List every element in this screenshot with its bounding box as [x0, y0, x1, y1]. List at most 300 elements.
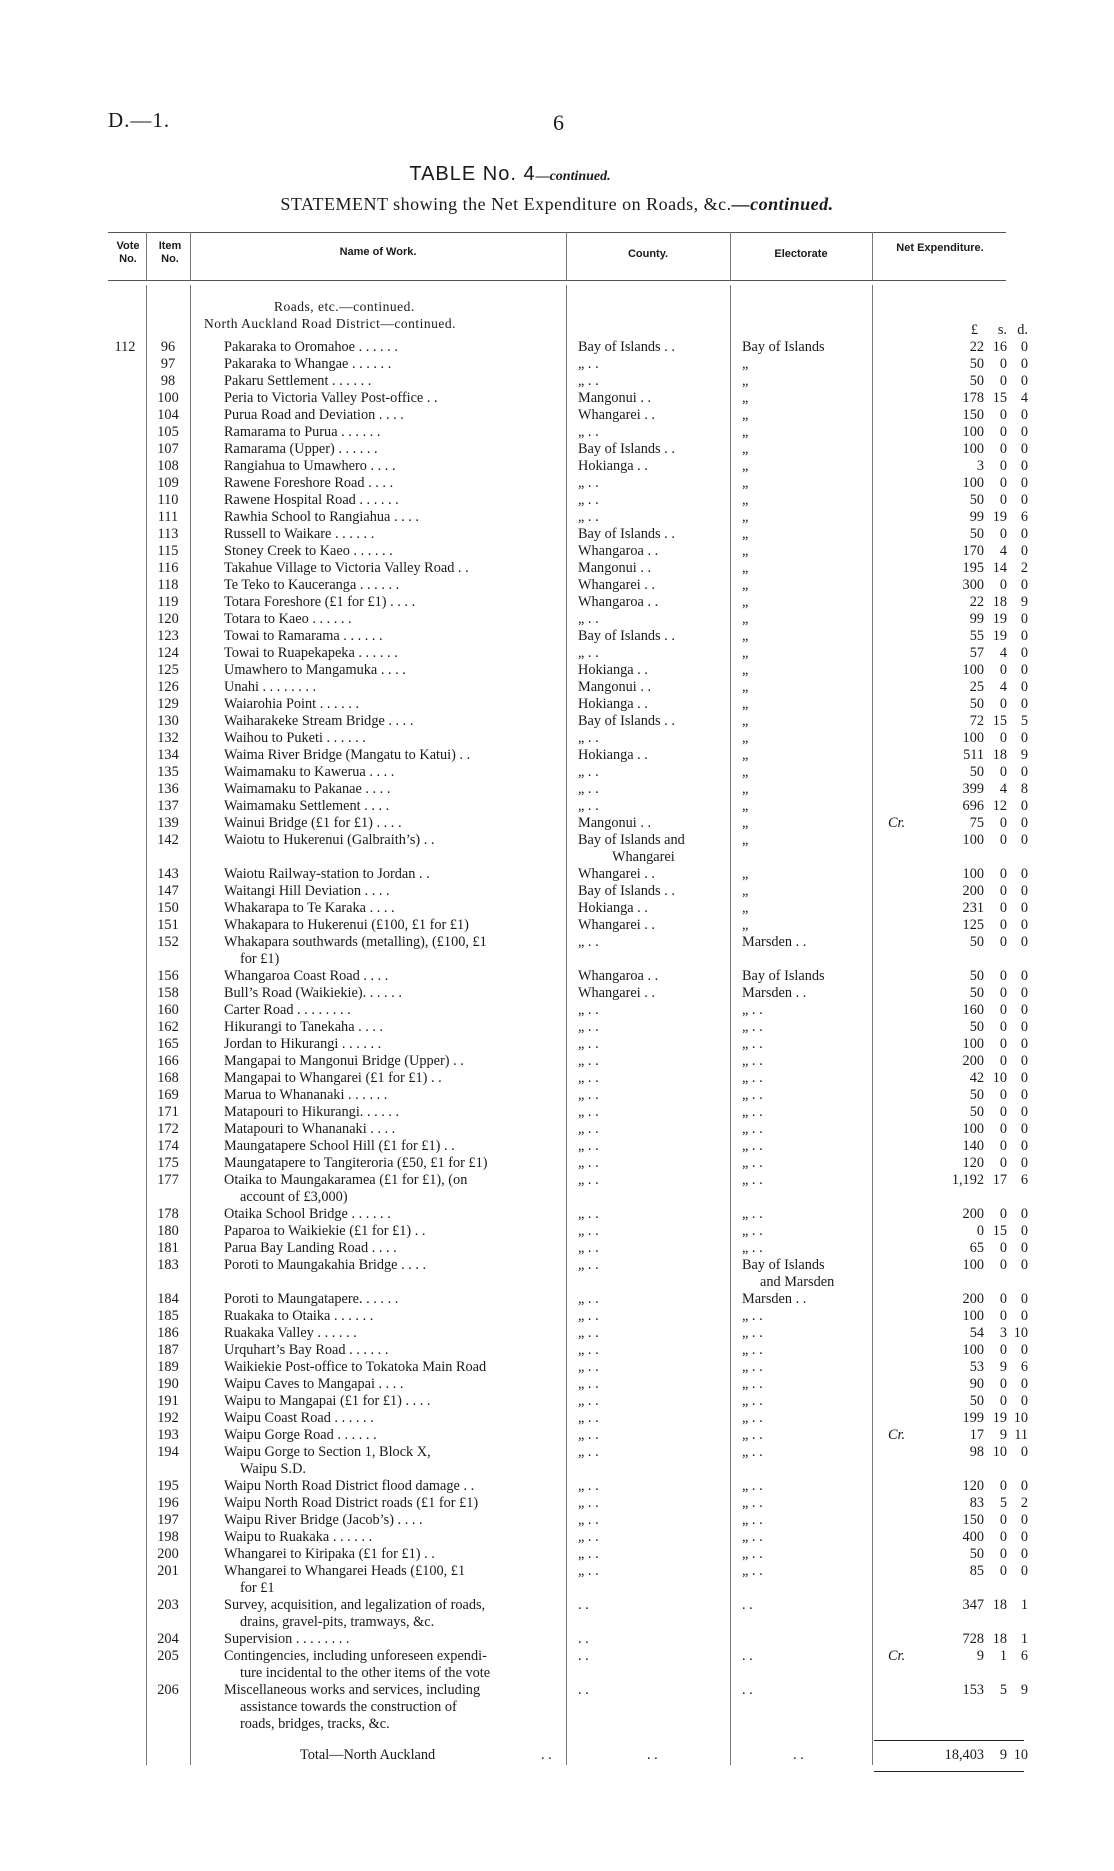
amount-shillings: 0: [999, 1291, 1007, 1307]
county: Mangonui . .: [578, 390, 652, 406]
col-divider-electorate: [872, 232, 873, 280]
county: „ . .: [578, 1172, 599, 1188]
county: . .: [578, 1682, 589, 1698]
amount-pence: 0: [1020, 407, 1028, 423]
amount-pence: 0: [1020, 475, 1028, 491]
item-number: 198: [157, 1529, 179, 1545]
work-name: Whangarei to Kiripaka (£1 for £1) . .: [224, 1546, 435, 1562]
amount-pence: 0: [1020, 1257, 1028, 1273]
table-row: [0, 968, 1114, 985]
item-number: 200: [157, 1546, 179, 1562]
table-row: [0, 883, 1114, 900]
amount-pence: 11: [1014, 1427, 1028, 1443]
amount-pence: 0: [1020, 1002, 1028, 1018]
amount-pounds: 100: [962, 475, 984, 491]
county: „ . .: [578, 1291, 599, 1307]
amount-pence: 0: [1020, 526, 1028, 542]
county: „ . .: [578, 1427, 599, 1443]
amount-pence: 0: [1020, 679, 1028, 695]
amount-shillings: 0: [999, 1053, 1007, 1069]
table-row: [0, 1444, 1114, 1461]
work-name: Ramarama (Upper) . . . . . .: [224, 441, 378, 457]
electorate: „ . .: [742, 1121, 763, 1137]
electorate: „: [742, 356, 749, 372]
county: Bay of Islands . .: [578, 713, 675, 729]
work-name: Waipu Caves to Mangapai . . . .: [224, 1376, 404, 1392]
work-name: Ramarama to Purua . . . . . .: [224, 424, 381, 440]
county: „ . .: [578, 1529, 599, 1545]
amount-pence: 0: [1020, 1563, 1028, 1579]
table-row: [0, 1053, 1114, 1070]
item-number: 158: [157, 985, 179, 1001]
electorate: „ . .: [742, 1342, 763, 1358]
electorate: Bay of Islands: [742, 339, 825, 355]
county: „ . .: [578, 1376, 599, 1392]
table-row: [0, 594, 1114, 611]
item-number: 142: [157, 832, 179, 848]
work-name-continued: Waipu S.D.: [240, 1461, 306, 1477]
amount-pence: 0: [1020, 1053, 1028, 1069]
work-name-continued: account of £3,000): [240, 1189, 348, 1205]
amount-pounds: 150: [962, 407, 984, 423]
amount-shillings: 0: [999, 458, 1007, 474]
amount-pounds: 50: [969, 373, 984, 389]
amount-pounds: 42: [969, 1070, 984, 1086]
electorate: „ . .: [742, 1359, 763, 1375]
electorate: „: [742, 713, 749, 729]
amount-shillings: 0: [999, 883, 1007, 899]
table-row: [0, 1529, 1114, 1546]
amount-pence: 0: [1020, 866, 1028, 882]
electorate: „ . .: [742, 1172, 763, 1188]
work-name: Pakaraka to Whangae . . . . . .: [224, 356, 392, 372]
electorate: „: [742, 832, 749, 848]
table-row-continuation: [0, 1189, 1114, 1206]
county: Hokianga . .: [578, 900, 648, 916]
amount-pounds: 120: [962, 1155, 984, 1171]
amount-shillings: 4: [999, 781, 1007, 797]
amount-shillings: 4: [999, 543, 1007, 559]
item-number: 132: [157, 730, 179, 746]
item-number: 115: [157, 543, 179, 559]
amount-shillings: 0: [999, 407, 1007, 423]
table-row-continuation: [0, 1614, 1114, 1631]
work-name: Poroti to Maungatapere. . . . . .: [224, 1291, 399, 1307]
item-number: 107: [157, 441, 179, 457]
electorate: „: [742, 373, 749, 389]
amount-pounds: 100: [962, 662, 984, 678]
electorate: „: [742, 424, 749, 440]
table-row: [0, 1546, 1114, 1563]
amount-pence: 0: [1020, 577, 1028, 593]
county: „ . .: [578, 1155, 599, 1171]
work-name: Waimamaku to Pakanae . . . .: [224, 781, 391, 797]
table-row: [0, 339, 1114, 356]
item-number: 168: [157, 1070, 179, 1086]
amount-pounds: 100: [962, 866, 984, 882]
county: Mangonui . .: [578, 815, 652, 831]
county: Whangaroa . .: [578, 968, 659, 984]
amount-shillings: 19: [992, 509, 1007, 525]
electorate: „: [742, 696, 749, 712]
work-name: Peria to Victoria Valley Post-office . .: [224, 390, 438, 406]
work-name-continued: drains, gravel-pits, tramways, &c.: [240, 1614, 435, 1630]
amount-pounds: 200: [962, 1053, 984, 1069]
amount-pounds: 140: [962, 1138, 984, 1154]
amount-shillings: 0: [999, 968, 1007, 984]
amount-shillings: 0: [999, 1087, 1007, 1103]
electorate: Marsden . .: [742, 1291, 807, 1307]
total-pence: 10: [1013, 1747, 1028, 1763]
amount-pence: 9: [1020, 1682, 1028, 1698]
amount-shillings: 0: [999, 1478, 1007, 1494]
electorate: „ . .: [742, 1223, 763, 1239]
table-row: [0, 1648, 1114, 1665]
amount-pence: 0: [1020, 832, 1028, 848]
amount-shillings: 19: [992, 611, 1007, 627]
table-row: [0, 1019, 1114, 1036]
item-number: 192: [157, 1410, 179, 1426]
item-number: 196: [157, 1495, 179, 1511]
work-name: Urquhart’s Bay Road . . . . . .: [224, 1342, 389, 1358]
amount-shillings: 0: [999, 577, 1007, 593]
work-name: Mangapai to Mangonui Bridge (Upper) . .: [224, 1053, 464, 1069]
county: „ . .: [578, 373, 599, 389]
amount-pence: 4: [1020, 390, 1028, 406]
amount-shillings: 17: [992, 1172, 1007, 1188]
amount-shillings: 4: [999, 645, 1007, 661]
county: „ . .: [578, 1478, 599, 1494]
electorate: „: [742, 594, 749, 610]
amount-pounds: 1,192: [951, 1172, 984, 1188]
amount-pence: 0: [1020, 730, 1028, 746]
vote-number: 112: [114, 339, 136, 355]
county: Whangarei . .: [578, 577, 656, 593]
amount-pence: 0: [1020, 1512, 1028, 1528]
county: „ . .: [578, 1002, 599, 1018]
amount-pence: 0: [1020, 458, 1028, 474]
table-row: [0, 373, 1114, 390]
table-row: [0, 1563, 1114, 1580]
county: Bay of Islands and: [578, 832, 685, 848]
amount-pounds: 696: [962, 798, 984, 814]
amount-pence: 0: [1020, 645, 1028, 661]
amount-pounds: 100: [962, 832, 984, 848]
item-number: 187: [157, 1342, 179, 1358]
amount-pounds: 200: [962, 1291, 984, 1307]
amount-shillings: 0: [999, 1546, 1007, 1562]
amount-shillings: 19: [992, 628, 1007, 644]
amount-pence: 0: [1020, 543, 1028, 559]
item-number: 113: [157, 526, 179, 542]
work-name-continued: for £1: [240, 1580, 275, 1596]
item-number: 191: [157, 1393, 179, 1409]
item-number: 195: [157, 1478, 179, 1494]
amount-pence: 9: [1020, 594, 1028, 610]
table-title-suffix: —continued.: [535, 169, 611, 184]
amount-pounds: 0: [976, 1223, 984, 1239]
table-row: [0, 1597, 1114, 1614]
electorate: . .: [742, 1648, 753, 1664]
amount-pence: 0: [1020, 1529, 1028, 1545]
table-row: [0, 1342, 1114, 1359]
amount-pounds: 50: [969, 1546, 984, 1562]
amount-pence: 0: [1020, 1376, 1028, 1392]
amount-pounds: 50: [969, 1104, 984, 1120]
work-name: Waiharakeke Stream Bridge . . . .: [224, 713, 414, 729]
amount-pounds: 347: [962, 1597, 984, 1613]
header-electorate: Electorate: [774, 248, 828, 260]
electorate: „: [742, 492, 749, 508]
electorate: „ . .: [742, 1087, 763, 1103]
amount-pounds: 511: [963, 747, 984, 763]
county: Whangarei . .: [578, 985, 656, 1001]
electorate: „ . .: [742, 1393, 763, 1409]
electorate: „: [742, 883, 749, 899]
work-name: Waipu North Road District flood damage . .: [224, 1478, 475, 1494]
amount-pence: 0: [1020, 934, 1028, 950]
work-name: Poroti to Maungakahia Bridge . . . .: [224, 1257, 427, 1273]
electorate: „: [742, 730, 749, 746]
amount-pence: 0: [1020, 1019, 1028, 1035]
table-row: [0, 407, 1114, 424]
county: „ . .: [578, 1121, 599, 1137]
work-name: Rawene Hospital Road . . . . . .: [224, 492, 399, 508]
amount-pence: 5: [1020, 713, 1028, 729]
table-row: [0, 1393, 1114, 1410]
item-number: 194: [157, 1444, 179, 1460]
electorate: „: [742, 662, 749, 678]
amount-shillings: 0: [999, 1512, 1007, 1528]
amount-pounds: 100: [962, 424, 984, 440]
county: „ . .: [578, 1036, 599, 1052]
item-number: 190: [157, 1376, 179, 1392]
amount-shillings: 0: [999, 1121, 1007, 1137]
county: Whangaroa . .: [578, 594, 659, 610]
work-name: Waimamaku to Kawerua . . . .: [224, 764, 395, 780]
total-dots-3: . .: [793, 1747, 804, 1763]
work-name: Whakapara to Hukerenui (£100, £1 for £1): [224, 917, 469, 933]
table-row: [0, 1257, 1114, 1274]
table-row: [0, 441, 1114, 458]
amount-pounds: 9: [976, 1648, 984, 1664]
amount-pence: 6: [1020, 1172, 1028, 1188]
table-row: [0, 526, 1114, 543]
table-row: [0, 781, 1114, 798]
table-row: [0, 1002, 1114, 1019]
electorate: „ . .: [742, 1019, 763, 1035]
page-number: 6: [553, 110, 564, 135]
amount-pence: 0: [1020, 1104, 1028, 1120]
total-dots-2: . .: [647, 1747, 658, 1763]
work-name: Waimamaku Settlement . . . .: [224, 798, 390, 814]
amount-pounds: 50: [969, 526, 984, 542]
amount-pounds: 195: [962, 560, 984, 576]
amount-pence: 8: [1020, 781, 1028, 797]
credit-marker: Cr.: [888, 1427, 906, 1443]
county: Hokianga . .: [578, 458, 648, 474]
electorate: Bay of Islands: [742, 1257, 825, 1273]
item-number: 123: [157, 628, 179, 644]
county: „ . .: [578, 1546, 599, 1562]
work-name-continued: for £1): [240, 951, 280, 967]
electorate: „ . .: [742, 1240, 763, 1256]
amount-shillings: 0: [999, 662, 1007, 678]
electorate: „ . .: [742, 1155, 763, 1171]
table-row: [0, 1070, 1114, 1087]
work-name: Otaika to Maungakaramea (£1 for £1), (on: [224, 1172, 468, 1188]
county: „ . .: [578, 1512, 599, 1528]
work-name: Waipu to Ruakaka . . . . . .: [224, 1529, 373, 1545]
electorate: „ . .: [742, 1002, 763, 1018]
item-number: 197: [157, 1512, 179, 1528]
amount-shillings: 16: [992, 339, 1007, 355]
item-number: 98: [160, 373, 176, 389]
amount-pounds: 150: [962, 1512, 984, 1528]
amount-pence: 2: [1020, 560, 1028, 576]
amount-pence: 0: [1020, 662, 1028, 678]
county: „ . .: [578, 492, 599, 508]
county-continued: Whangarei: [612, 849, 675, 865]
amount-shillings: 0: [999, 832, 1007, 848]
table-row-continuation: [0, 1274, 1114, 1291]
item-number: 118: [157, 577, 179, 593]
amount-pounds: 728: [962, 1631, 984, 1647]
item-number: 134: [157, 747, 179, 763]
amount-pounds: 50: [969, 696, 984, 712]
electorate: „: [742, 679, 749, 695]
county: . .: [578, 1648, 589, 1664]
work-name: Waitangi Hill Deviation . . . .: [224, 883, 390, 899]
amount-pounds: 231: [962, 900, 984, 916]
total-row: [0, 1747, 1114, 1764]
amount-shillings: 10: [992, 1070, 1007, 1086]
electorate: „: [742, 917, 749, 933]
amount-pence: 1: [1020, 1631, 1028, 1647]
electorate: „ . .: [742, 1563, 763, 1579]
amount-pounds: 55: [969, 628, 984, 644]
electorate: „: [742, 475, 749, 491]
amount-pounds: 100: [962, 1342, 984, 1358]
item-number: 152: [157, 934, 179, 950]
amount-pounds: 54: [969, 1325, 984, 1341]
electorate: „ . .: [742, 1427, 763, 1443]
electorate: „ . .: [742, 1546, 763, 1562]
amount-pounds: 100: [962, 441, 984, 457]
item-number: 177: [157, 1172, 179, 1188]
amount-pence: 0: [1020, 968, 1028, 984]
amount-pounds: 100: [962, 1257, 984, 1273]
electorate: „: [742, 407, 749, 423]
electorate: „: [742, 900, 749, 916]
amount-pounds: 17: [969, 1427, 984, 1443]
amount-pence: 0: [1020, 1070, 1028, 1086]
table-row-continuation: [0, 1580, 1114, 1597]
amount-pence: 0: [1020, 764, 1028, 780]
work-name: Totara to Kaeo . . . . . .: [224, 611, 352, 627]
item-number: 201: [157, 1563, 179, 1579]
amount-pence: 0: [1020, 611, 1028, 627]
amount-pence: 0: [1020, 356, 1028, 372]
table-row: [0, 356, 1114, 373]
amount-pounds: 90: [969, 1376, 984, 1392]
amount-pounds: 400: [962, 1529, 984, 1545]
amount-pounds: 83: [969, 1495, 984, 1511]
county: „ . .: [578, 611, 599, 627]
amount-pence: 0: [1020, 1138, 1028, 1154]
amount-pence: 0: [1020, 1291, 1028, 1307]
amount-shillings: 0: [999, 1308, 1007, 1324]
table-row: [0, 492, 1114, 509]
item-number: 160: [157, 1002, 179, 1018]
county: „ . .: [578, 509, 599, 525]
amount-pence: 2: [1020, 1495, 1028, 1511]
county: „ . .: [578, 1257, 599, 1273]
amount-pounds: 53: [969, 1359, 984, 1375]
amount-pounds: 99: [969, 509, 984, 525]
table-row: [0, 1495, 1114, 1512]
work-name-continued: assistance towards the construction of: [240, 1699, 457, 1715]
table-row: [0, 764, 1114, 781]
amount-shillings: 0: [999, 441, 1007, 457]
amount-pounds: 72: [969, 713, 984, 729]
electorate: „: [742, 458, 749, 474]
county: „ . .: [578, 1087, 599, 1103]
amount-pounds: 75: [969, 815, 984, 831]
work-name-continued: roads, bridges, tracks, &c.: [240, 1716, 390, 1732]
amount-pence: 0: [1020, 798, 1028, 814]
county: Bay of Islands . .: [578, 441, 675, 457]
amount-pence: 0: [1020, 1393, 1028, 1409]
amount-pounds: 57: [969, 645, 984, 661]
work-name: Umawhero to Mangamuka . . . .: [224, 662, 406, 678]
item-number: 174: [157, 1138, 179, 1154]
amount-pounds: 25: [969, 679, 984, 695]
total-dots-1: . .: [541, 1747, 552, 1763]
work-name: Takahue Village to Victoria Valley Road . .: [224, 560, 469, 576]
work-name: Waiotu to Hukerenui (Galbraith’s) . .: [224, 832, 435, 848]
electorate: „ . .: [742, 1512, 763, 1528]
table-row-continuation: [0, 1461, 1114, 1478]
table-row: [0, 1291, 1114, 1308]
table-row: [0, 560, 1114, 577]
amount-pence: 0: [1020, 1308, 1028, 1324]
amount-pounds: 300: [962, 577, 984, 593]
item-number: 119: [157, 594, 179, 610]
county: „ . .: [578, 1308, 599, 1324]
county: „ . .: [578, 1563, 599, 1579]
unit-shillings: s.: [997, 322, 1007, 338]
amount-pounds: 100: [962, 1121, 984, 1137]
work-name: Purua Road and Deviation . . . .: [224, 407, 404, 423]
county: „ . .: [578, 1019, 599, 1035]
amount-pence: 1: [1020, 1597, 1028, 1613]
work-name: Waikiekie Post-office to Tokatoka Main Road: [224, 1359, 487, 1375]
amount-shillings: 0: [999, 1529, 1007, 1545]
item-number: 171: [157, 1104, 179, 1120]
county: „ . .: [578, 1325, 599, 1341]
amount-pounds: 100: [962, 1036, 984, 1052]
amount-pence: 0: [1020, 628, 1028, 644]
table-row-continuation: [0, 1716, 1114, 1733]
amount-pounds: 50: [969, 1019, 984, 1035]
table-row: [0, 1512, 1114, 1529]
amount-shillings: 0: [999, 475, 1007, 491]
amount-shillings: 0: [999, 900, 1007, 916]
county: „ . .: [578, 1444, 599, 1460]
amount-shillings: 0: [999, 696, 1007, 712]
county: Hokianga . .: [578, 696, 648, 712]
